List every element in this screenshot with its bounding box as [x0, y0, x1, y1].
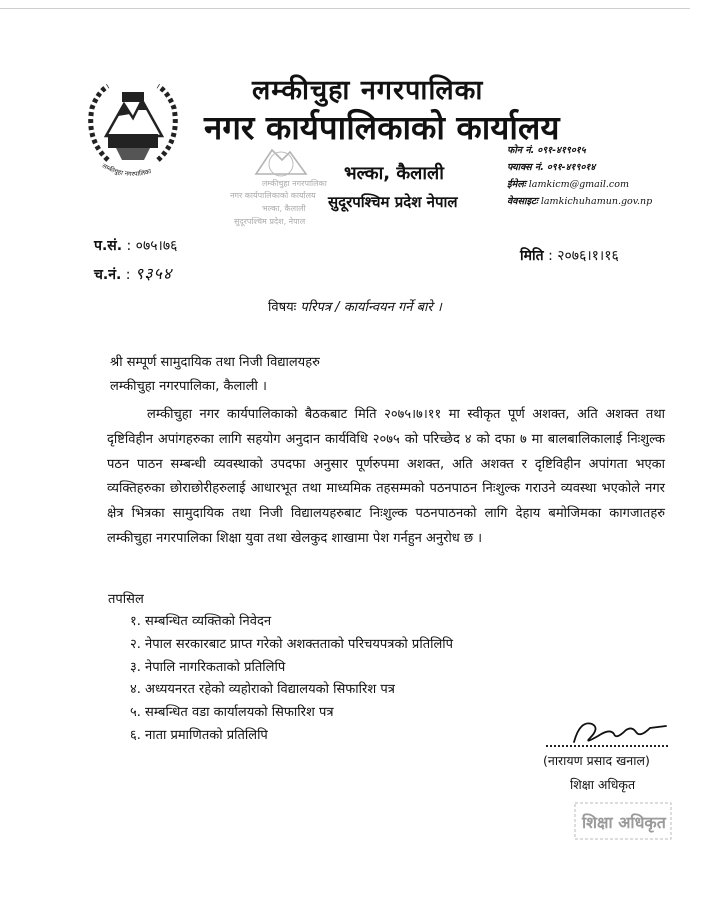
stamp-line-3: भल्का, कैलाली	[262, 204, 306, 213]
document-list	[130, 611, 453, 748]
website-link[interactable]: lamkichuhamun.gov.np	[540, 196, 653, 207]
list-item: १. सम्बन्धित व्यक्तिको निवेदन	[130, 614, 272, 629]
list-item: ६. नाता प्रमाणितको प्रतिलिपि	[130, 727, 268, 743]
reference-number	[94, 236, 177, 255]
province-line: सुदूरपश्चिम प्रदेश नेपाल	[328, 193, 458, 211]
list-item: ३. नेपालि नागरिकताको प्रतिलिपि	[130, 659, 286, 675]
signature-line	[546, 745, 668, 747]
svg-text:लम्कीचुहा नगरपालिका	[101, 162, 153, 178]
top-rule	[0, 8, 690, 9]
list-heading: तपसिल	[108, 592, 144, 607]
list-item: ४. अध्ययनरत रहेको व्यहोराको विद्यालयको सिफारिश पत्र	[130, 682, 395, 698]
ref-label: प.सं.	[94, 238, 123, 254]
phone-label: फोन नं.	[507, 145, 535, 156]
subject-value: परिपत्र / कार्यान्वयन गर्ने बारे ।	[300, 300, 442, 315]
subject-line	[268, 297, 442, 315]
recipient-line-2: लम्कीचुहा नगरपालिका, कैलाली ।	[110, 379, 267, 394]
list-item: २. नेपाल सरकारबाट प्राप्त गरेको अशक्तताको परिचयपत्रको प्रतिलिपि	[130, 636, 454, 652]
email-label: ईमेलः	[507, 179, 526, 190]
fax-value: ०९१-४१९०१४	[546, 162, 596, 173]
signer-title: शिक्षा अधिकृत	[570, 777, 636, 792]
office-address: भल्का, कैलाली	[344, 163, 444, 184]
body-paragraph: लम्कीचुहा नगर कार्यपालिकाको बैठकबाट मिति २०७५।७।११ मा स्वीकृत पूर्ण अशक्त, अति अशक्त तथा दृष्टिविहीन अपांगहरुका लागि सहयोग अनुदान कार्यविधि २०७५ को परिच्छेद ४ को दफा ७ मा बालबालिकालाई निःशुल्क पठन पाठन सम्बन्धी व्यवस्थाको उपदफा अनुसार पूर्णरुपमा अशक्त, अति अशक्त र दृष्टिविहीन अपांगता भएका व्यक्तिहरुका छोराछोरीहरुलाई आधारभूत तथा माध्यमिक तहसम्मको पठनपाठन निःशुल्क गराउने व्यवस्था भएकोले नगर क्षेत्र भित्रका सामुदायिक तथा निजी विद्यालयहरुबाट निःशुल्क पठनपाठनको लागि देहाय बमोजिमका कागजातहरु लम्कीचुहा नगरपालिका शिक्षा युवा तथा खेलकुद शाखामा पेश गर्नहुन अनुरोध छ ।	[107, 407, 665, 546]
office-title: नगर कार्यपालिकाको कार्यालय	[204, 108, 560, 147]
stamp-line-1: लम्कीचुहा नगरपालिका	[262, 179, 327, 188]
signer-name: (नारायण प्रसाद खनाल)	[543, 753, 650, 768]
office-stamp-icon	[216, 140, 334, 232]
dispatch-label: च.नं.	[94, 267, 122, 283]
website-label: वेवसाइटः	[507, 196, 538, 207]
contact-email	[507, 176, 697, 193]
dispatch-number: च.नं. : ९३५४	[94, 264, 173, 283]
contact-phone	[507, 142, 697, 159]
stamp-line-2: नगर कार्यपालिकाको कार्यालय	[230, 191, 316, 200]
date-label: मिति	[520, 248, 544, 264]
phone-value: ०९१-४१९०१५	[537, 145, 586, 156]
nepal-emblem-icon	[78, 74, 188, 184]
ref-value: : ०७५।७६	[126, 238, 178, 254]
list-item: ५. सम्बन्धित वडा कार्यालयको सिफारिश पत्र	[130, 705, 334, 721]
org-name: लम्कीचुहा नगरपालिका	[252, 75, 484, 106]
contact-block	[507, 142, 697, 210]
contact-website	[507, 193, 697, 210]
contact-fax	[507, 159, 697, 176]
seal-stamp-text: शिक्षा अधिकृत	[582, 813, 666, 832]
stamp-line-4: सुदूरपश्चिम प्रदेश, नेपाल	[234, 217, 306, 226]
letter-date	[520, 246, 619, 265]
recipient-line-1: श्री सम्पूर्ण सामुदायिक तथा निजी विद्यालयहरु	[110, 355, 320, 370]
subject-label: विषयः	[268, 300, 297, 315]
date-value: : २०७६।१।१६	[548, 248, 619, 264]
dispatch-value: ९३५४	[134, 264, 173, 283]
fax-label: फ्याक्स नं.	[507, 162, 544, 173]
email-link[interactable]: lamkicm@gmail.com	[528, 179, 629, 190]
emblem-caption: लम्कीचुहा नगरपालिका	[100, 161, 153, 179]
seal-stamp-icon	[574, 802, 672, 840]
